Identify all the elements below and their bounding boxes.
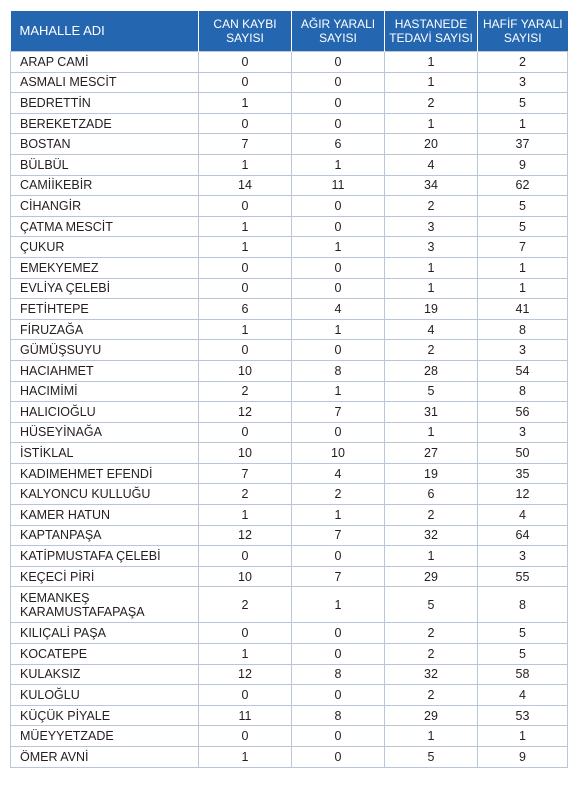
neighborhood-name-cell (11, 747, 199, 768)
lightly-injured-cell: 4 (478, 505, 568, 526)
neighborhood-casualty-table (10, 11, 568, 768)
neighborhood-name-cell (11, 319, 199, 340)
table-row (11, 402, 568, 423)
neighborhood-name-cell (11, 505, 199, 526)
lightly-injured-cell: 1 (478, 278, 568, 299)
header-row (11, 11, 568, 52)
severely-injured-cell: 8 (292, 664, 385, 685)
deaths-cell: 12 (199, 525, 292, 546)
neighborhood-name: HACIAHMET (20, 363, 94, 378)
severely-injured-cell: 0 (292, 72, 385, 93)
neighborhood-name-cell (11, 443, 199, 464)
header-hospital-treated (385, 11, 478, 52)
hospital-treated-cell: 6 (385, 484, 478, 505)
hospital-treated-cell: 20 (385, 134, 478, 155)
neighborhood-name: KEMANKEŞ (20, 590, 90, 605)
severely-injured-cell: 0 (292, 278, 385, 299)
neighborhood-name: KAPTANPAŞA (20, 528, 102, 543)
lightly-injured-cell: 5 (478, 644, 568, 665)
neighborhood-name: MÜEYYETZADE (20, 729, 114, 744)
lightly-injured-cell: 1 (478, 113, 568, 134)
lightly-injured-cell: 35 (478, 463, 568, 484)
deaths-cell: 2 (199, 587, 292, 623)
neighborhood-name-cell (11, 623, 199, 644)
severely-injured-cell: 8 (292, 705, 385, 726)
lightly-injured-cell: 62 (478, 175, 568, 196)
table-row (11, 587, 568, 623)
severely-injured-cell: 0 (292, 340, 385, 361)
hospital-treated-cell: 32 (385, 525, 478, 546)
neighborhood-name: ARAP CAMİ (20, 54, 89, 69)
deaths-cell: 1 (199, 216, 292, 237)
casualty-table-page (10, 11, 567, 768)
table-row (11, 154, 568, 175)
neighborhood-name-cell (11, 402, 199, 423)
neighborhood-name: FİRUZAĞA (20, 322, 84, 337)
severely-injured-cell: 0 (292, 644, 385, 665)
table-row (11, 747, 568, 768)
severely-injured-cell: 11 (292, 175, 385, 196)
lightly-injured-cell: 3 (478, 546, 568, 567)
neighborhood-name-cell (11, 237, 199, 258)
table-row (11, 443, 568, 464)
neighborhood-name: EMEKYEMEZ (20, 260, 99, 275)
deaths-cell: 0 (199, 685, 292, 706)
table-row (11, 319, 568, 340)
neighborhood-name: ÖMER AVNİ (20, 749, 89, 764)
neighborhood-name-cell (11, 422, 199, 443)
severely-injured-cell: 7 (292, 402, 385, 423)
neighborhood-name: BEDRETTİN (20, 95, 91, 110)
deaths-cell: 1 (199, 237, 292, 258)
neighborhood-name-cell (11, 463, 199, 484)
lightly-injured-cell: 56 (478, 402, 568, 423)
header-line: SAYISI (503, 31, 542, 45)
deaths-cell: 0 (199, 113, 292, 134)
lightly-injured-cell: 1 (478, 257, 568, 278)
hospital-treated-cell: 3 (385, 216, 478, 237)
hospital-treated-cell: 2 (385, 340, 478, 361)
neighborhood-name: KOCATEPE (20, 646, 88, 661)
lightly-injured-cell: 53 (478, 705, 568, 726)
hospital-treated-cell: 31 (385, 402, 478, 423)
severely-injured-cell: 0 (292, 257, 385, 278)
severely-injured-cell: 0 (292, 52, 385, 73)
hospital-treated-cell: 28 (385, 360, 478, 381)
neighborhood-name: ASMALI MESCİT (20, 75, 117, 90)
hospital-treated-cell: 2 (385, 196, 478, 217)
table-row (11, 175, 568, 196)
table-row (11, 299, 568, 320)
hospital-treated-cell: 19 (385, 299, 478, 320)
neighborhood-name-cell (11, 360, 199, 381)
hospital-treated-cell: 3 (385, 237, 478, 258)
deaths-cell: 1 (199, 644, 292, 665)
hospital-treated-cell: 5 (385, 587, 478, 623)
table-row (11, 93, 568, 114)
table-row (11, 422, 568, 443)
hospital-treated-cell: 1 (385, 278, 478, 299)
hospital-treated-cell: 5 (385, 381, 478, 402)
hospital-treated-cell: 1 (385, 546, 478, 567)
deaths-cell: 1 (199, 505, 292, 526)
table-row (11, 381, 568, 402)
deaths-cell: 7 (199, 463, 292, 484)
hospital-treated-cell: 4 (385, 154, 478, 175)
hospital-treated-cell: 32 (385, 664, 478, 685)
severely-injured-cell: 0 (292, 685, 385, 706)
lightly-injured-cell: 3 (478, 340, 568, 361)
header-line: SAYISI (226, 31, 264, 45)
lightly-injured-cell: 64 (478, 525, 568, 546)
deaths-cell: 0 (199, 726, 292, 747)
deaths-cell: 0 (199, 196, 292, 217)
severely-injured-cell: 6 (292, 134, 385, 155)
table-row (11, 664, 568, 685)
deaths-cell: 14 (199, 175, 292, 196)
table-row (11, 72, 568, 93)
severely-injured-cell: 1 (292, 319, 385, 340)
severely-injured-cell: 10 (292, 443, 385, 464)
header-line: SAYISI (319, 31, 357, 45)
severely-injured-cell: 0 (292, 113, 385, 134)
header-line: MAHALLE ADI (19, 23, 105, 38)
neighborhood-name-cell (11, 726, 199, 747)
hospital-treated-cell: 2 (385, 644, 478, 665)
neighborhood-name-cell (11, 525, 199, 546)
hospital-treated-cell: 29 (385, 566, 478, 587)
hospital-treated-cell: 19 (385, 463, 478, 484)
table-row (11, 644, 568, 665)
severely-injured-cell: 7 (292, 525, 385, 546)
neighborhood-name: EVLİYA ÇELEBİ (20, 281, 111, 296)
lightly-injured-cell: 5 (478, 216, 568, 237)
table-row (11, 257, 568, 278)
deaths-cell: 12 (199, 664, 292, 685)
header-severely-injured (292, 11, 385, 52)
deaths-cell: 6 (199, 299, 292, 320)
neighborhood-name: BÜLBÜL (20, 157, 69, 172)
table-body (11, 52, 568, 768)
neighborhood-name: HACIMİMİ (20, 384, 78, 399)
neighborhood-name: GÜMÜŞSUYU (20, 343, 102, 358)
neighborhood-name: CİHANGİR (20, 198, 82, 213)
neighborhood-name: BEREKETZADE (20, 116, 112, 131)
deaths-cell: 0 (199, 257, 292, 278)
severely-injured-cell: 0 (292, 422, 385, 443)
table-row (11, 505, 568, 526)
deaths-cell: 10 (199, 443, 292, 464)
neighborhood-name-cell (11, 644, 199, 665)
deaths-cell: 10 (199, 566, 292, 587)
neighborhood-name-cell (11, 705, 199, 726)
lightly-injured-cell: 5 (478, 93, 568, 114)
neighborhood-name-cell (11, 299, 199, 320)
severely-injured-cell: 1 (292, 505, 385, 526)
lightly-injured-cell: 5 (478, 623, 568, 644)
neighborhood-name-cell (11, 113, 199, 134)
neighborhood-name-cell (11, 134, 199, 155)
neighborhood-name-cell (11, 72, 199, 93)
neighborhood-name: BOSTAN (20, 137, 71, 152)
lightly-injured-cell: 8 (478, 381, 568, 402)
table-row (11, 705, 568, 726)
neighborhood-name: HÜSEYİNAĞA (20, 425, 102, 440)
deaths-cell: 0 (199, 278, 292, 299)
header-line: HAFİF YARALI (482, 17, 563, 31)
table-row (11, 525, 568, 546)
table-row (11, 623, 568, 644)
severely-injured-cell: 1 (292, 237, 385, 258)
table-row (11, 237, 568, 258)
deaths-cell: 1 (199, 747, 292, 768)
table-row (11, 685, 568, 706)
neighborhood-name: ÇATMA MESCİT (20, 219, 113, 234)
deaths-cell: 12 (199, 402, 292, 423)
table-header (11, 11, 568, 52)
header-line: AĞIR YARALI (300, 17, 376, 31)
neighborhood-name: ÇUKUR (20, 240, 65, 255)
hospital-treated-cell: 1 (385, 422, 478, 443)
neighborhood-name: FETİHTEPE (20, 301, 89, 316)
lightly-injured-cell: 9 (478, 747, 568, 768)
neighborhood-name: KULOĞLU (20, 688, 80, 703)
lightly-injured-cell: 8 (478, 587, 568, 623)
table-row (11, 566, 568, 587)
neighborhood-name: HALICIOĞLU (20, 404, 96, 419)
table-row (11, 278, 568, 299)
severely-injured-cell: 1 (292, 587, 385, 623)
deaths-cell: 11 (199, 705, 292, 726)
table-row (11, 216, 568, 237)
table-row (11, 484, 568, 505)
neighborhood-name: KARAMUSTAFAPAŞA (20, 604, 145, 619)
neighborhood-name: KADIMEHMET EFENDİ (20, 466, 153, 481)
neighborhood-name: KATİPMUSTAFA ÇELEBİ (20, 549, 161, 564)
lightly-injured-cell: 58 (478, 664, 568, 685)
deaths-cell: 0 (199, 72, 292, 93)
deaths-cell: 2 (199, 484, 292, 505)
lightly-injured-cell: 50 (478, 443, 568, 464)
severely-injured-cell: 7 (292, 566, 385, 587)
table-row (11, 113, 568, 134)
neighborhood-name-cell (11, 278, 199, 299)
hospital-treated-cell: 1 (385, 113, 478, 134)
lightly-injured-cell: 7 (478, 237, 568, 258)
severely-injured-cell: 0 (292, 623, 385, 644)
deaths-cell: 0 (199, 52, 292, 73)
hospital-treated-cell: 34 (385, 175, 478, 196)
severely-injured-cell: 0 (292, 546, 385, 567)
lightly-injured-cell: 12 (478, 484, 568, 505)
hospital-treated-cell: 1 (385, 72, 478, 93)
deaths-cell: 0 (199, 422, 292, 443)
table-row (11, 360, 568, 381)
table-row (11, 196, 568, 217)
header-line: HASTANEDE (394, 17, 468, 31)
header-lightly-injured (478, 11, 568, 52)
neighborhood-name-cell (11, 587, 199, 623)
table-row (11, 340, 568, 361)
hospital-treated-cell: 1 (385, 726, 478, 747)
hospital-treated-cell: 2 (385, 93, 478, 114)
deaths-cell: 0 (199, 546, 292, 567)
neighborhood-name: KÜÇÜK PİYALE (20, 708, 111, 723)
lightly-injured-cell: 54 (478, 360, 568, 381)
deaths-cell: 0 (199, 340, 292, 361)
neighborhood-name-cell (11, 546, 199, 567)
lightly-injured-cell: 2 (478, 52, 568, 73)
lightly-injured-cell: 55 (478, 566, 568, 587)
deaths-cell: 10 (199, 360, 292, 381)
neighborhood-name-cell (11, 566, 199, 587)
neighborhood-name: İSTİKLAL (20, 446, 74, 461)
hospital-treated-cell: 4 (385, 319, 478, 340)
severely-injured-cell: 4 (292, 463, 385, 484)
neighborhood-name-cell (11, 685, 199, 706)
deaths-cell: 1 (199, 93, 292, 114)
table-row (11, 463, 568, 484)
deaths-cell: 0 (199, 623, 292, 644)
deaths-cell: 1 (199, 154, 292, 175)
severely-injured-cell: 0 (292, 216, 385, 237)
deaths-cell: 2 (199, 381, 292, 402)
neighborhood-name-cell (11, 175, 199, 196)
lightly-injured-cell: 8 (478, 319, 568, 340)
severely-injured-cell: 0 (292, 726, 385, 747)
table-row (11, 726, 568, 747)
neighborhood-name-cell (11, 340, 199, 361)
severely-injured-cell: 0 (292, 93, 385, 114)
neighborhood-name-cell (11, 196, 199, 217)
table-row (11, 134, 568, 155)
hospital-treated-cell: 5 (385, 747, 478, 768)
severely-injured-cell: 1 (292, 381, 385, 402)
table-row (11, 52, 568, 73)
neighborhood-name-cell (11, 154, 199, 175)
severely-injured-cell: 1 (292, 154, 385, 175)
hospital-treated-cell: 2 (385, 685, 478, 706)
hospital-treated-cell: 2 (385, 505, 478, 526)
hospital-treated-cell: 1 (385, 257, 478, 278)
neighborhood-name-cell (11, 216, 199, 237)
neighborhood-name-cell (11, 257, 199, 278)
neighborhood-name-cell (11, 664, 199, 685)
hospital-treated-cell: 29 (385, 705, 478, 726)
severely-injured-cell: 8 (292, 360, 385, 381)
neighborhood-name-cell (11, 93, 199, 114)
neighborhood-name-cell (11, 484, 199, 505)
neighborhood-name: KEÇECİ PİRİ (20, 569, 95, 584)
table-row (11, 546, 568, 567)
neighborhood-name: KILIÇALİ PAŞA (20, 626, 106, 641)
lightly-injured-cell: 9 (478, 154, 568, 175)
severely-injured-cell: 0 (292, 747, 385, 768)
header-line: TEDAVİ SAYISI (389, 31, 473, 45)
lightly-injured-cell: 41 (478, 299, 568, 320)
neighborhood-name: CAMİİKEBİR (20, 178, 93, 193)
header-deaths (199, 11, 292, 52)
lightly-injured-cell: 1 (478, 726, 568, 747)
severely-injured-cell: 0 (292, 196, 385, 217)
deaths-cell: 1 (199, 319, 292, 340)
hospital-treated-cell: 2 (385, 623, 478, 644)
lightly-injured-cell: 3 (478, 422, 568, 443)
hospital-treated-cell: 1 (385, 52, 478, 73)
lightly-injured-cell: 37 (478, 134, 568, 155)
severely-injured-cell: 2 (292, 484, 385, 505)
neighborhood-name-cell (11, 52, 199, 73)
lightly-injured-cell: 3 (478, 72, 568, 93)
hospital-treated-cell: 27 (385, 443, 478, 464)
lightly-injured-cell: 5 (478, 196, 568, 217)
neighborhood-name-cell (11, 381, 199, 402)
header-line: CAN KAYBI (213, 17, 277, 31)
neighborhood-name: KALYONCU KULLUĞU (20, 487, 151, 502)
header-neighborhood-name (11, 11, 199, 52)
lightly-injured-cell: 4 (478, 685, 568, 706)
neighborhood-name: KULAKSIZ (20, 667, 81, 682)
severely-injured-cell: 4 (292, 299, 385, 320)
deaths-cell: 7 (199, 134, 292, 155)
neighborhood-name: KAMER HATUN (20, 507, 111, 522)
